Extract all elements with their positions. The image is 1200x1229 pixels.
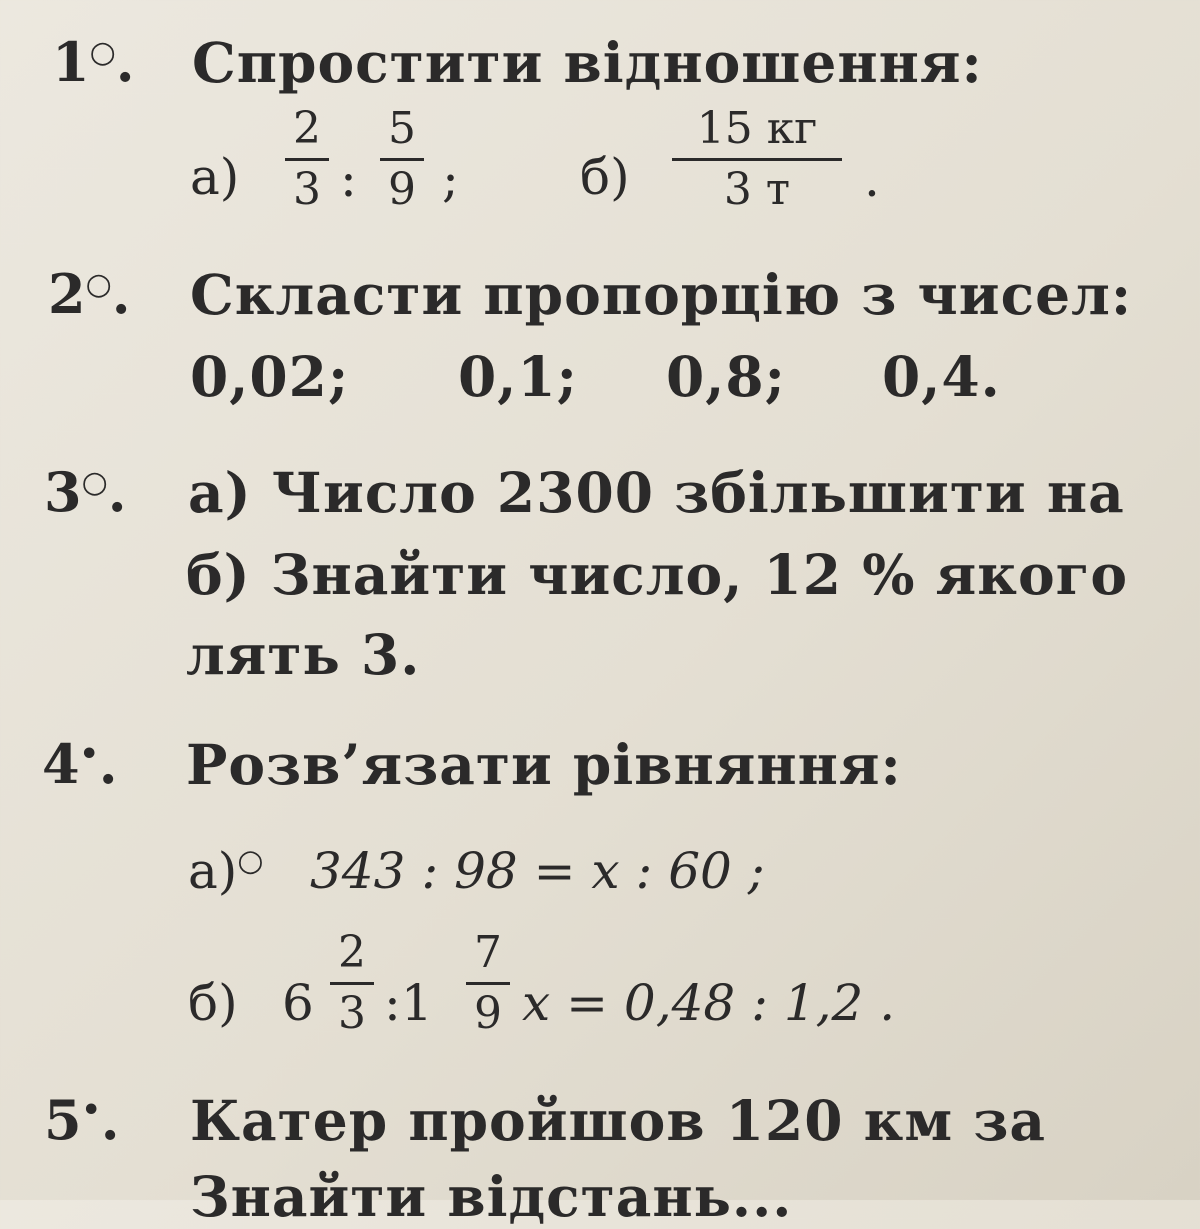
task1-mark: ○ (89, 35, 116, 70)
task1-title: Спростити відношення: (192, 30, 983, 95)
task5-line-2: Знайти відстань... (190, 1164, 793, 1229)
task4-mark: • (79, 737, 99, 772)
task1-a-end: ; (442, 150, 459, 208)
task4-b-whole: 6 (282, 974, 314, 1032)
task4-b-denominator-1: 3 (338, 988, 366, 1039)
task1-a-colon: : (340, 150, 357, 208)
task1-a-label: а) (190, 148, 240, 206)
task4-a-label: а)○ (188, 842, 264, 900)
task4-b-tail: x = 0,48 : 1,2 . (522, 974, 896, 1032)
task4-b-fraction-2 (466, 928, 510, 1039)
task2-value-2: 0,1; (458, 344, 578, 409)
task1-b-end: . (864, 150, 880, 208)
task2-value-3: 0,8; (666, 344, 786, 409)
task1-b-denominator: 3 т (723, 164, 791, 215)
task4-b-numerator-1: 2 (338, 927, 366, 978)
task3-line-3: лять 3. (186, 622, 421, 687)
task3-line-2: б) Знайти число, 12 % якого (186, 542, 1129, 607)
task3-mark: ○ (81, 465, 108, 500)
task2-number: 2○. (48, 262, 131, 326)
task4-a-equation: 343 : 98 = x : 60 ; (310, 842, 765, 900)
task1-number: 1○. (52, 30, 135, 94)
task3-number: 3○. (44, 460, 127, 524)
task4-number: 4•. (42, 732, 118, 796)
task4-a-mark: ○ (237, 843, 264, 879)
task3-line-1: а) Число 2300 збільшити на (188, 460, 1125, 525)
task4-b-mid: :1 (384, 974, 433, 1032)
task1-a-numerator-2: 5 (388, 103, 416, 154)
task4-b-numerator-2: 7 (474, 927, 502, 978)
task2-title: Скласти пропорцію з чисел: (190, 262, 1133, 327)
task4-b-label: б) (188, 974, 238, 1032)
task1-b-label: б) (580, 148, 630, 206)
task4-b-denominator-2: 9 (474, 988, 502, 1039)
task1-b-fraction (672, 104, 842, 215)
task1-a-fraction-1 (285, 104, 329, 215)
task4-b-fraction-1 (330, 928, 374, 1039)
task5-mark: • (81, 1093, 101, 1128)
task2-value-1: 0,02; (190, 344, 350, 409)
task1-a-fraction-2 (380, 104, 424, 215)
task2-value-4: 0,4. (882, 344, 1001, 409)
task1-b-numerator: 15 кг (696, 103, 818, 154)
task2-mark: ○ (85, 267, 112, 302)
task1-a-denominator-2: 9 (388, 164, 416, 215)
task5-line-1: Катер пройшов 120 км за (190, 1088, 1047, 1153)
task4-title: Розв’язати рівняння: (186, 732, 902, 797)
task1-a-denominator-1: 3 (293, 164, 321, 215)
task5-number: 5•. (44, 1088, 120, 1152)
task1-a-numerator-1: 2 (293, 103, 321, 154)
